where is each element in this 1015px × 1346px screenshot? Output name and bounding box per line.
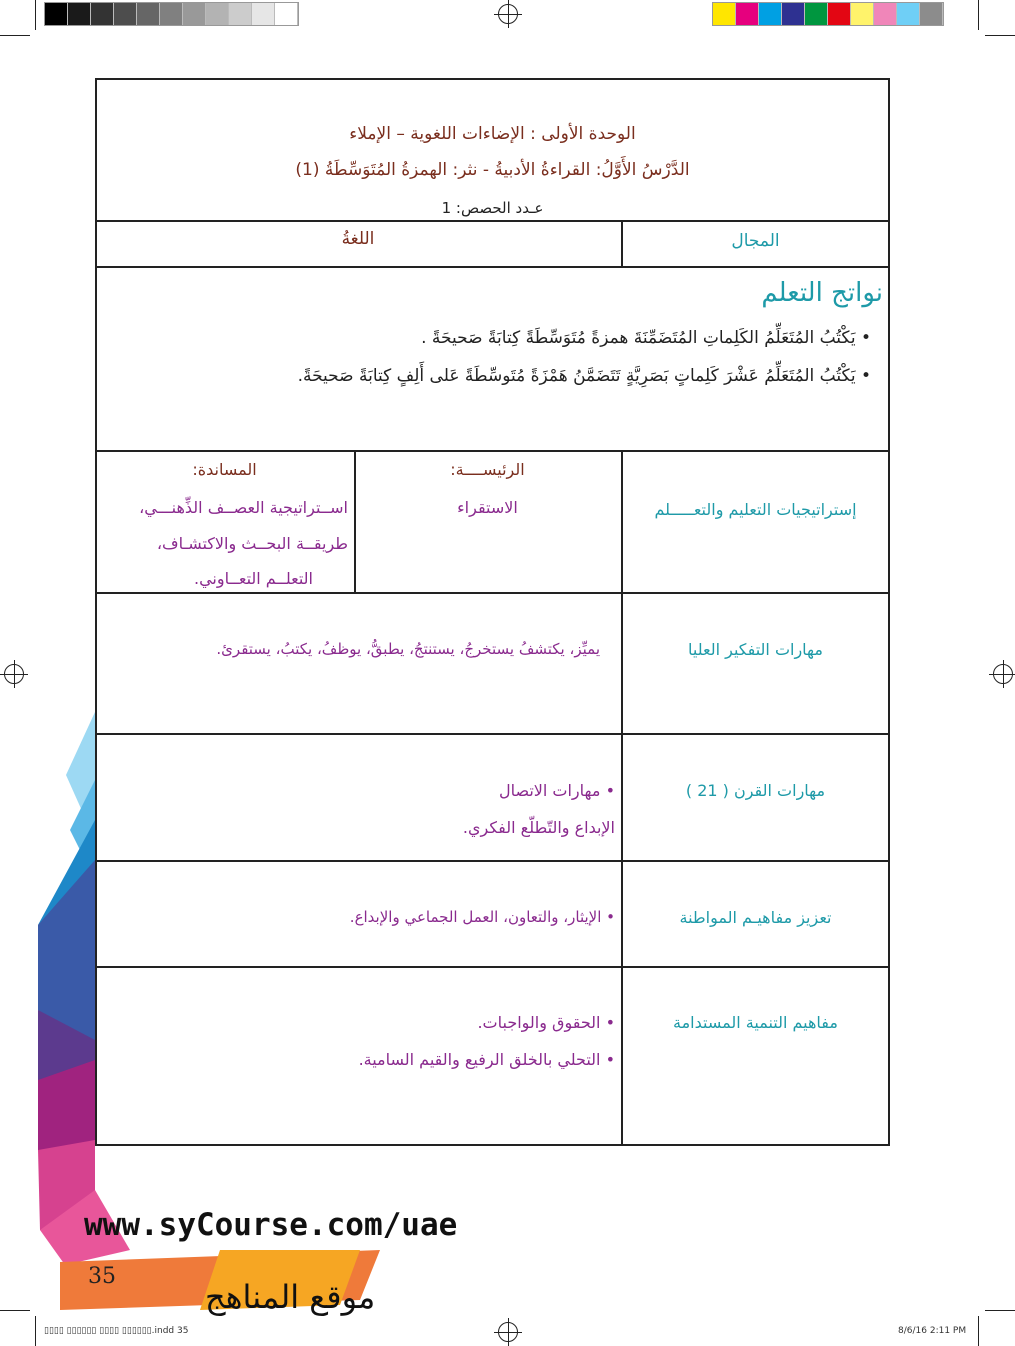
domain-value: اللغةُ	[341, 229, 375, 249]
table-divider	[95, 733, 890, 735]
support-strategy-line: طريقــة البحــث والاكتشـاف،	[156, 534, 348, 553]
sustainability-label: مفاهيم التنمية المستدامة	[673, 1013, 838, 1032]
lesson-title: الدَّرْسُ الأَوَّلُ: القراءةُ الأدبيةُ - نثر: الهمزةُ المُتَوَسِّطَةُ (1)	[295, 160, 690, 180]
outcome-item: • يَكْتُبُ المُتَعَلِّمُ عَشْرَ كَلِماتٍ بَصَرِيَّةٍ تَتَضَمَّنُ هَمْزَةً مُتَوسِّطَةً عَلى أَلِفٍ كِتابَةً صَحيحَةً.	[297, 366, 871, 386]
century-skill-item: • مهارات الاتصال	[498, 781, 615, 800]
domain-label: المجال	[731, 231, 780, 251]
table-divider	[95, 266, 890, 268]
table-divider	[95, 592, 890, 594]
support-strategy-line: اســتراتيجية العصــف الذِّهنـــي،	[139, 498, 348, 517]
outcomes-title: نواتج التعلم	[761, 278, 883, 308]
file-info: ▯▯▯▯ ▯▯▯▯▯▯ ▯▯▯▯ ▯▯▯▯▯▯.indd 35	[44, 1326, 189, 1336]
website-link[interactable]: www.syCourse.com/uae	[84, 1207, 458, 1243]
thinking-label: مهارات التفكير العليا	[688, 640, 823, 659]
sustainability-item: • التحلي بالخلق الرفيع والقيم السامية.	[358, 1050, 615, 1069]
century-skill-item: الإبداع والتّطلّع الفكري.	[462, 818, 615, 837]
table-divider	[95, 450, 890, 452]
century-skills-label: مهارات القرن ( 21 )	[685, 781, 826, 800]
table-divider	[95, 860, 890, 862]
unit-title: الوحدة الأولى : الإضاءات اللغوية – الإملاء	[349, 124, 636, 144]
table-divider	[95, 220, 890, 222]
main-strategy-value: الاستقراء	[457, 498, 518, 517]
page-number: 35	[88, 1264, 116, 1289]
citizenship-label: تعزيز مفاهيـم المواطنة	[679, 908, 832, 927]
outcome-item: • يَكْتُبُ المُتَعَلِّمُ الكَلِماتِ المُتَضَمِّنَةَ همزةً مُتَوَسِّطَةً كِتابَةً صَحيحَةً .	[421, 328, 871, 348]
table-divider	[95, 966, 890, 968]
citizenship-value: • الإيثار، والتعاون، العمل الجماعي والإبداع.	[349, 908, 615, 926]
main-strategy-header: الرئيســــة:	[450, 460, 525, 479]
support-strategy-line: التعلــم التعــاوني.	[194, 569, 313, 588]
site-name: موقع المناهج	[205, 1278, 376, 1316]
thinking-value: يميِّز، يكتشفُ يستخرجُ، يستنتجُ، يطبقُّ، يوظفُ، يكتبُ، يستقرئ.	[216, 640, 600, 658]
sessions-count: عـدد الحصص: 1	[441, 199, 544, 217]
sustainability-item: • الحقوق والواجبات.	[477, 1013, 615, 1032]
strategies-label: إستراتيجيات التعليم والتعـــــلم	[654, 500, 857, 519]
support-strategy-header: المساندة:	[192, 460, 257, 479]
print-timestamp: 8/6/16 2:11 PM	[898, 1326, 967, 1336]
